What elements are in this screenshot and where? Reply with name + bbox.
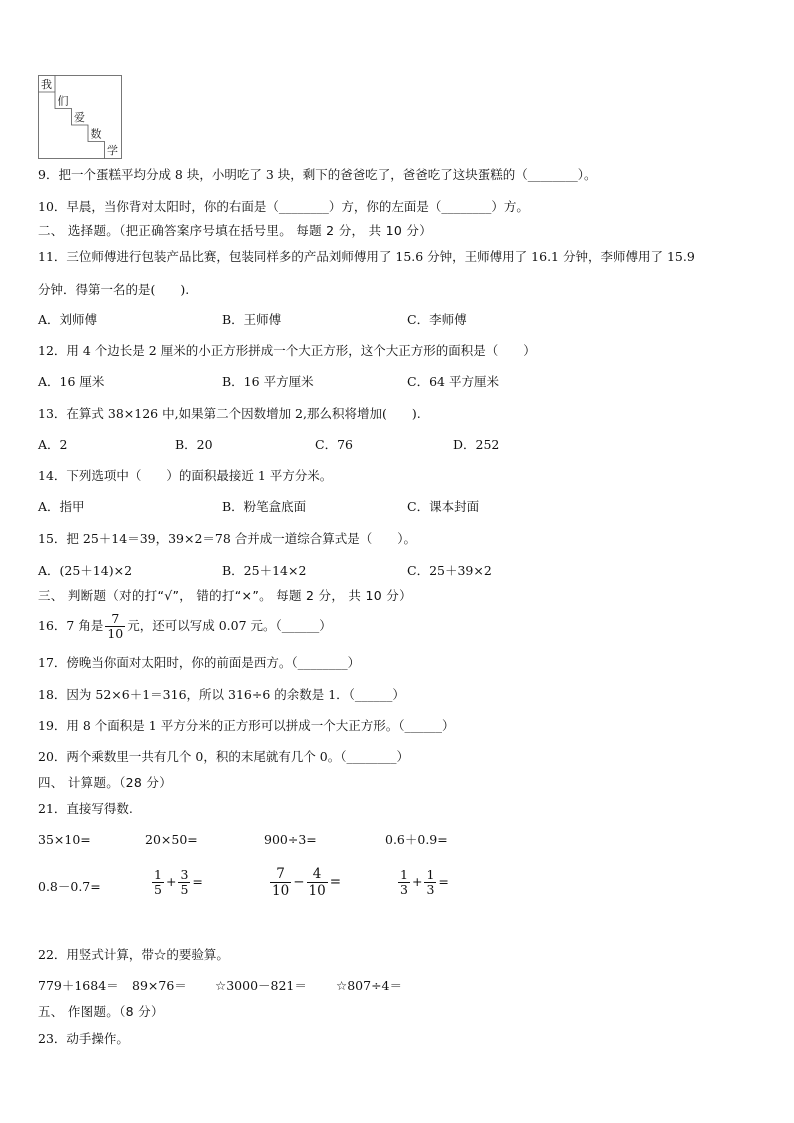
q16-numerator: 7 <box>105 612 125 627</box>
q12-option-c: C．64 平方厘米 <box>407 374 499 389</box>
q14-option-a: A．指甲 <box>38 499 85 514</box>
q21-item: 0.6＋0.9= <box>385 832 448 847</box>
q13-option-d: D．252 <box>453 437 500 452</box>
q13-option-c: C．76 <box>315 437 353 452</box>
q21-fraction-sum-thirds <box>396 868 449 897</box>
section-3-heading: 三、 判断题（对的打“√”， 错的打“×”。 每题 2 分， 共 10 分） <box>38 588 412 603</box>
q12-option-a: A．16 厘米 <box>38 374 105 389</box>
staircase-character-diagram <box>38 75 122 159</box>
q14-option-b: B．粉笔盒底面 <box>222 499 307 514</box>
q11-option-c: C．李师傅 <box>407 312 467 327</box>
denominator: 3 <box>426 882 435 897</box>
operator: + <box>411 874 423 889</box>
q15-option-b: B．25＋14×2 <box>222 563 307 578</box>
numerator: 3 <box>180 867 189 882</box>
q14-option-c: C．课本封面 <box>407 499 480 514</box>
numerator: 1 <box>154 867 162 882</box>
q22-item: 89×76＝ <box>132 978 187 993</box>
q22-item: ☆807÷4＝ <box>336 978 402 993</box>
diagram-char: 我 <box>41 78 52 91</box>
denominator: 5 <box>180 882 189 897</box>
diagram-char: 爱 <box>74 111 85 124</box>
diagram-char: 们 <box>57 94 69 108</box>
q21-fraction-diff-tenths <box>268 866 341 899</box>
diagram-char: 数 <box>90 127 102 141</box>
q22-item: 779＋1684＝ <box>38 978 119 993</box>
section-2-heading: 二、 选择题。（把正确答案序号填在括号里。 每题 2 分， 共 10 分） <box>38 223 433 238</box>
q16-prefix: 16．7 角是 <box>38 618 104 633</box>
numerator: 1 <box>400 867 408 882</box>
operator: + <box>165 874 177 889</box>
denominator: 5 <box>154 882 162 897</box>
q11-option-a: A．刘师傅 <box>38 312 98 327</box>
question-17: 17．傍晚当你面对太阳时，你的前面是西方。（________） <box>38 655 361 670</box>
q21-item: 0.8－0.7= <box>38 879 101 894</box>
denominator: 10 <box>272 883 290 899</box>
q15-option-a: A．(25＋14)×2 <box>38 563 133 578</box>
question-14: 14．下列选项中（ ）的面积最接近 1 平方分米。 <box>38 468 333 483</box>
question-21: 21．直接写得数. <box>38 801 133 816</box>
question-13: 13．在算式 38×126 中,如果第二个因数增加 2,那么积将增加( ). <box>38 406 421 421</box>
q13-option-b: B．20 <box>175 437 213 452</box>
numerator: 7 <box>270 866 291 883</box>
question-23: 23．动手操作。 <box>38 1031 129 1046</box>
question-11-line1: 11．三位师傅进行包装产品比赛，包装同样多的产品刘师傅用了 15.6 分钟，王师傅用了 16.1 分钟，李师傅用了 15.9 <box>38 249 695 264</box>
question-18: 18．因为 52×6＋1＝316，所以 316÷6 的余数是 1．（______） <box>38 687 405 702</box>
question-19: 19．用 8 个面积是 1 平方分米的正方形可以拼成一个大正方形。（______） <box>38 718 455 733</box>
question-16 <box>38 612 332 641</box>
question-9: 9．把一个蛋糕平均分成 8 块，小明吃了 3 块，剩下的爸爸吃了，爸爸吃了这块蛋糕的（________）。 <box>38 167 597 182</box>
operator: − <box>293 874 305 890</box>
q15-option-c: C．25＋39×2 <box>407 563 492 578</box>
q16-denominator: 10 <box>107 626 124 641</box>
q11-option-b: B．王师傅 <box>222 312 282 327</box>
equals: = <box>329 874 341 890</box>
section-5-heading: 五、 作图题。（8 分） <box>38 1004 164 1019</box>
equals: = <box>438 874 449 889</box>
q21-item: 900÷3= <box>264 832 317 847</box>
question-10: 10．早晨，当你背对太阳时，你的右面是（________）方，你的左面是（________）方。 <box>38 199 529 214</box>
numerator: 4 <box>307 866 328 883</box>
diagram-char: 学 <box>107 144 118 157</box>
q13-option-a: A．2 <box>38 437 68 452</box>
question-15: 15．把 25＋14＝39，39×2＝78 合并成一道综合算式是（ ）。 <box>38 531 417 546</box>
q22-item: ☆3000－821＝ <box>215 978 307 993</box>
q16-fraction <box>105 612 125 641</box>
section-4-heading: 四、 计算题。（28 分） <box>38 775 173 790</box>
question-11-line2: 分钟．得第一名的是( ). <box>38 282 190 297</box>
equals: = <box>192 874 203 889</box>
q12-option-b: B．16 平方厘米 <box>222 374 314 389</box>
q21-item: 20×50= <box>145 832 198 847</box>
denominator: 10 <box>308 883 326 899</box>
question-12: 12．用 4 个边长是 2 厘米的小正方形拼成一个大正方形，这个大正方形的面积是（ ） <box>38 343 536 358</box>
numerator: 1 <box>426 867 435 882</box>
question-22: 22．用竖式计算，带☆的要验算。 <box>38 947 229 962</box>
denominator: 3 <box>400 882 408 897</box>
question-20: 20．两个乘数里一共有几个 0，积的末尾就有几个 0。（________） <box>38 749 410 764</box>
q16-suffix: 元，还可以写成 0.07 元。（______） <box>127 618 332 633</box>
q21-fraction-sum-fifths <box>150 868 203 897</box>
q21-item: 35×10= <box>38 832 91 847</box>
